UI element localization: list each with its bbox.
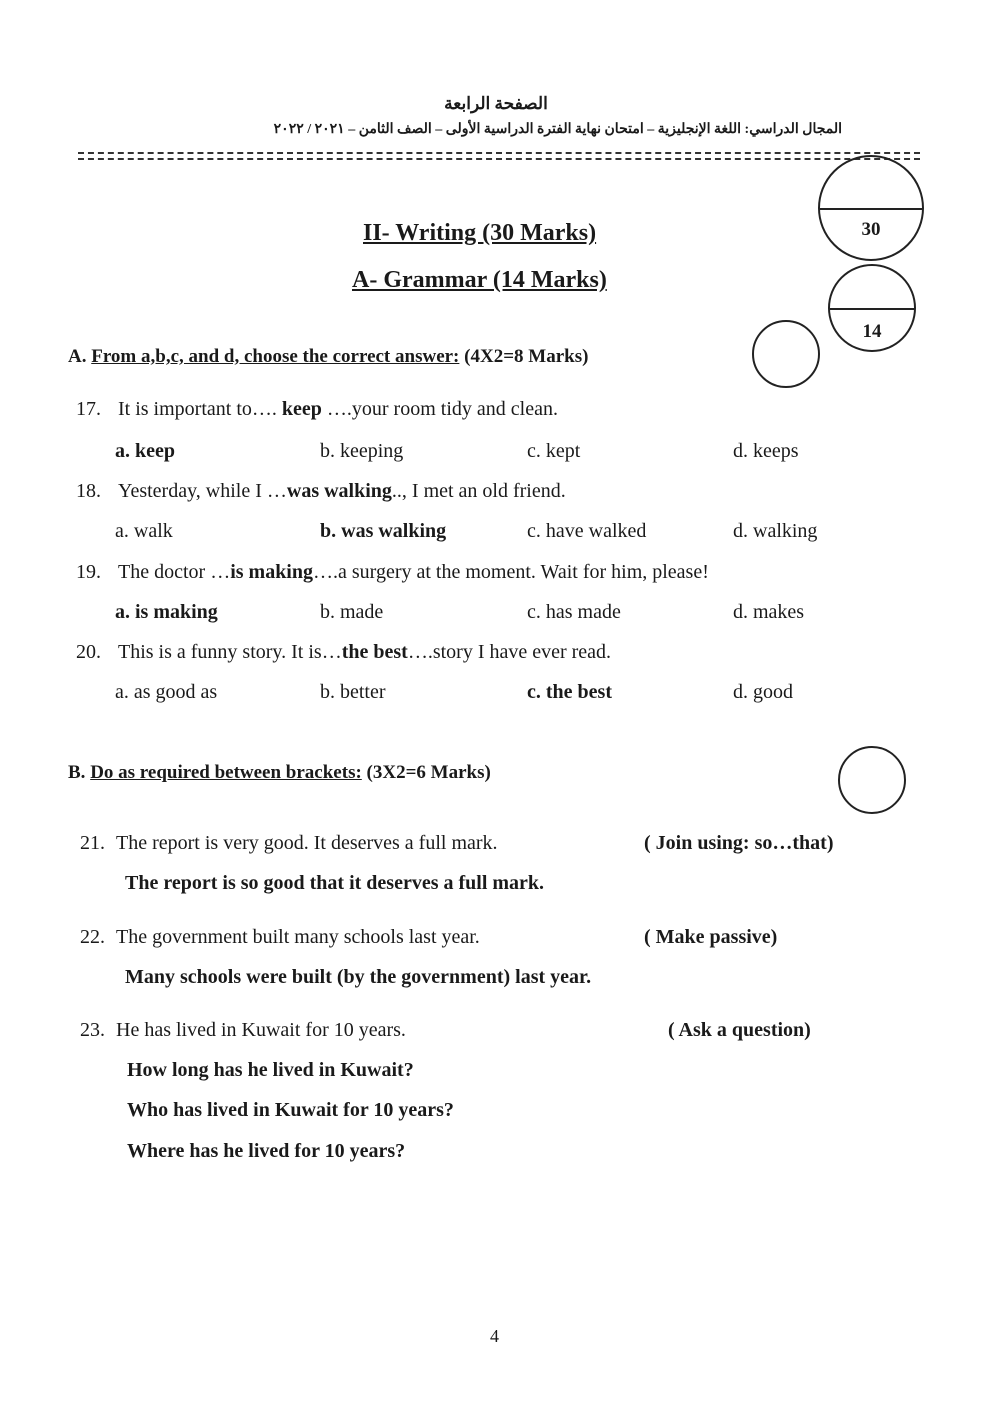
question-number: 19. — [76, 561, 101, 583]
question-answer: keep — [281, 398, 322, 420]
question-23-answer-1: How long has he lived in Kuwait? — [127, 1059, 414, 1081]
option-18b: b. was walking — [320, 520, 447, 542]
section-b-prefix: B. — [68, 762, 86, 783]
option-18a: a. walk — [115, 520, 173, 542]
writing-title: II- Writing (30 Marks) — [363, 220, 597, 246]
question-answer: was walking — [286, 480, 392, 502]
question-number: 17. — [76, 398, 101, 420]
question-21 — [80, 832, 498, 855]
question-text: .., I met an old friend. — [391, 480, 566, 502]
course-line: المجال الدراسي: اللغة الإنجليزية – امتحان نهاية الفترة الدراسية الأولى – الصف الثامن – ٢٠٢١ / ٢٠٢٢ — [273, 122, 842, 137]
option-17a: a. keep — [115, 440, 175, 462]
section-a-heading — [68, 346, 588, 368]
section-b-marks: (3X2=6 Marks) — [366, 762, 491, 783]
option-18d: d. walking — [733, 520, 818, 542]
question-text: This is a funny story. It is… — [118, 641, 342, 663]
option-17d: d. keeps — [733, 440, 799, 462]
option-18c: c. have walked — [527, 520, 647, 542]
question-number: 22. — [80, 926, 105, 948]
question-22-task: ( Make passive) — [644, 926, 778, 948]
option-19b: b. made — [320, 601, 384, 623]
question-23-answer-2: Who has lived in Kuwait for 10 years? — [127, 1099, 454, 1121]
question-23 — [80, 1019, 406, 1042]
grammar-score-total: 14 — [862, 321, 882, 342]
option-19c: c. has made — [527, 601, 621, 623]
option-19a: a. is making — [115, 601, 218, 623]
grammar-score-circle — [828, 264, 916, 352]
question-text: ….story I have ever read. — [407, 641, 612, 663]
question-20 — [76, 641, 611, 664]
question-number: 20. — [76, 641, 101, 663]
writing-score-divider — [820, 208, 922, 210]
question-answer: the best — [341, 641, 408, 663]
header-divider-top — [78, 152, 920, 154]
question-text: It is important to…. — [118, 398, 277, 420]
question-21-task: ( Join using: so…that) — [644, 832, 834, 854]
option-17c: c. kept — [527, 440, 581, 462]
section-b-instruction: Do as required between brackets: — [90, 762, 362, 783]
page-label: الصفحة الرابعة — [444, 94, 548, 113]
header-divider-bottom — [78, 158, 920, 160]
question-answer: is making — [230, 561, 313, 583]
section-b-score-circle — [838, 746, 906, 814]
question-text: The government built many schools last year. — [116, 926, 480, 948]
question-text: The report is very good. It deserves a full mark. — [116, 832, 498, 854]
question-text: Yesterday, while I … — [118, 480, 287, 502]
question-23-answer-3: Where has he lived for 10 years? — [127, 1140, 406, 1162]
question-number: 18. — [76, 480, 101, 502]
question-21-answer: The report is so good that it deserves a full mark. — [125, 872, 545, 894]
option-20c: c. the best — [527, 681, 612, 703]
question-18 — [76, 480, 566, 503]
option-20d: d. good — [733, 681, 793, 703]
question-22-answer: Many schools were built (by the government) last year. — [125, 966, 592, 988]
option-20a: a. as good as — [115, 681, 218, 703]
grammar-title: A- Grammar (14 Marks) — [352, 267, 607, 293]
writing-score-circle — [818, 155, 924, 261]
section-a-score-circle — [752, 320, 820, 388]
grammar-score-divider — [830, 308, 914, 310]
page-number: 4 — [490, 1326, 499, 1346]
question-text: The doctor … — [118, 561, 231, 583]
question-number: 23. — [80, 1019, 105, 1041]
section-a-prefix: A. — [68, 346, 87, 367]
question-text: ….a surgery at the moment. Wait for him, please! — [313, 561, 709, 583]
question-23-task: ( Ask a question) — [668, 1019, 811, 1041]
section-a-instruction: From a,b,c, and d, choose the correct answer: — [91, 346, 460, 367]
question-19 — [76, 561, 709, 584]
writing-score-total: 30 — [861, 219, 881, 240]
question-17 — [76, 398, 558, 421]
question-number: 21. — [80, 832, 105, 854]
question-22 — [80, 926, 480, 949]
section-a-marks: (4X2=8 Marks) — [464, 346, 589, 367]
option-17b: b. keeping — [320, 440, 404, 462]
option-20b: b. better — [320, 681, 386, 703]
option-19d: d. makes — [733, 601, 805, 623]
section-b-heading — [68, 762, 491, 784]
question-text: ….your room tidy and clean. — [326, 398, 558, 420]
question-text: He has lived in Kuwait for 10 years. — [116, 1019, 406, 1041]
